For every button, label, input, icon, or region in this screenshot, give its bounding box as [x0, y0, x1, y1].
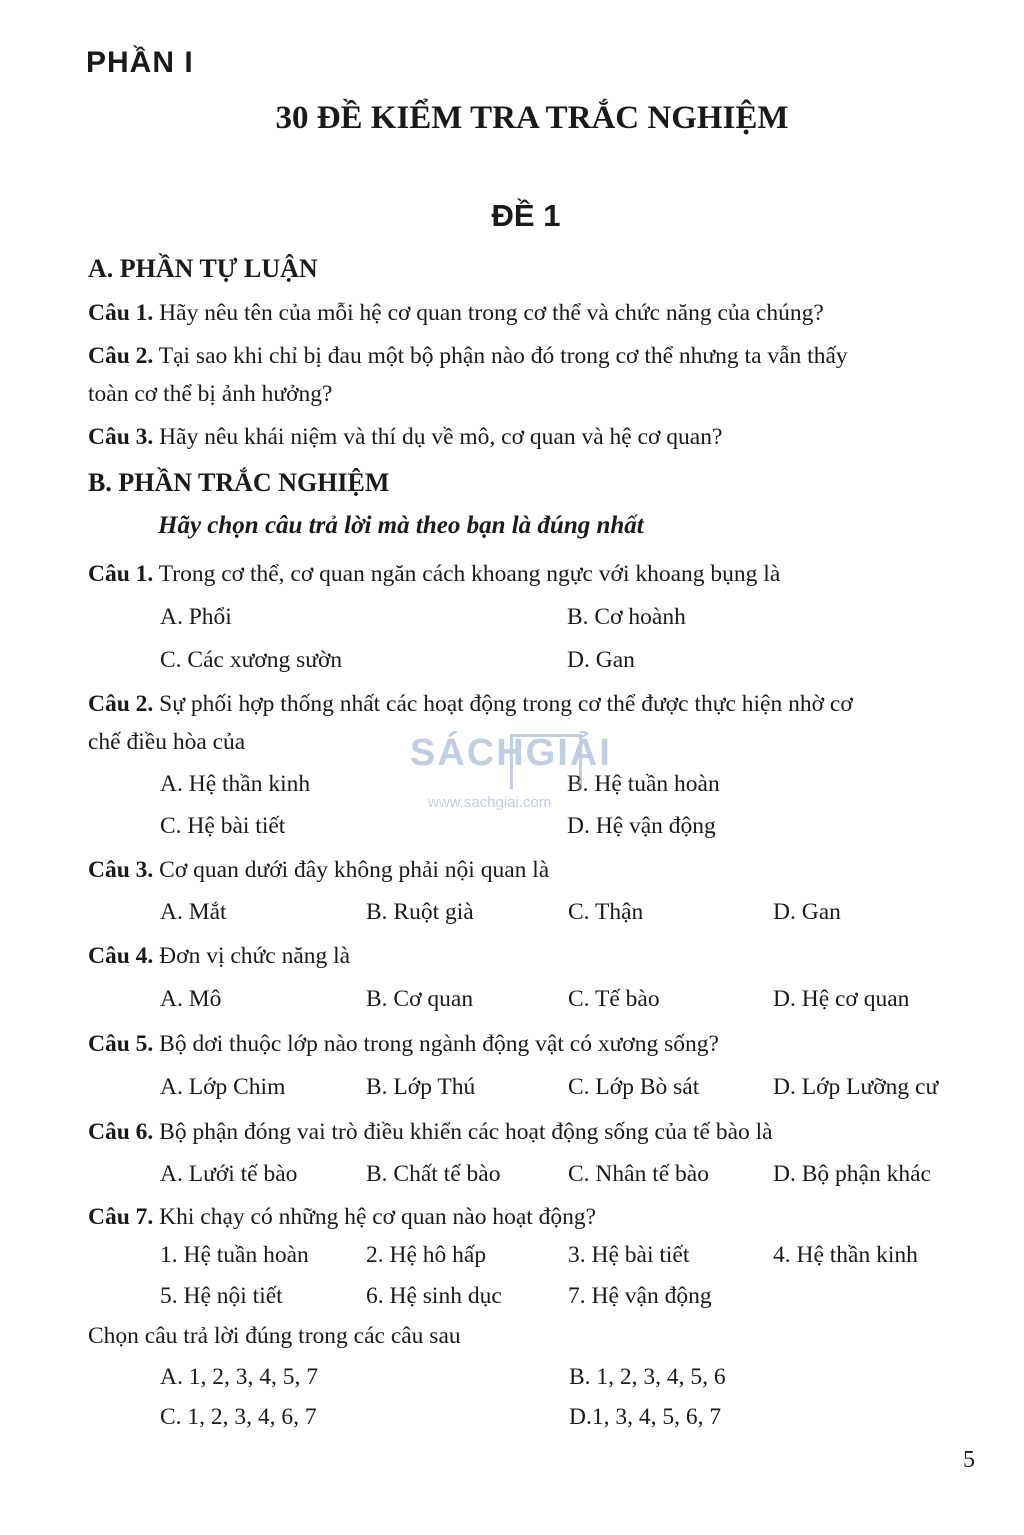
mcq-question-3	[88, 857, 549, 884]
section-a-heading: A. PHẦN TỰ LUẬN	[88, 254, 318, 283]
mcq-question-5	[88, 1031, 719, 1058]
option-a: A. Lớp Chim	[160, 1074, 286, 1100]
option-b: B. Chất tế bào	[366, 1161, 501, 1187]
option-c: C. Lớp Bò sát	[568, 1074, 700, 1100]
option-b: B. Ruột già	[366, 899, 474, 925]
question-text: Đơn vị chức năng là	[153, 943, 351, 969]
question-text: Khi chạy có những hệ cơ quan nào hoạt động?	[153, 1204, 597, 1230]
option-d: D. Gan	[567, 647, 635, 673]
watermark-url: www.sachgiai.com	[428, 794, 552, 811]
essay-question-2-cont: toàn cơ thể bị ảnh hưởng?	[88, 381, 333, 407]
question-text: Cơ quan dưới đây không phải nội quan là	[153, 857, 550, 883]
answer-prompt: Chọn câu trả lời đúng trong các câu sau	[88, 1323, 461, 1349]
question-label: Câu 1.	[88, 561, 154, 587]
mcq-question-6	[88, 1119, 773, 1146]
mcq-question-1	[88, 561, 780, 588]
option-a: A. Lưới tế bào	[160, 1161, 298, 1187]
option-d: D.1, 3, 4, 5, 6, 7	[569, 1404, 722, 1430]
option-b: B. Hệ tuần hoàn	[567, 771, 720, 797]
mcq-question-2	[88, 691, 853, 718]
watermark-brand: SÁCHGIẢI	[410, 732, 612, 774]
option-c: C. 1, 2, 3, 4, 6, 7	[160, 1404, 317, 1430]
option-c: C. Thận	[568, 899, 644, 925]
question-label: Câu 4.	[88, 943, 154, 969]
list-item: 2. Hệ hô hấp	[366, 1242, 487, 1268]
page-number: 5	[963, 1447, 975, 1473]
question-label: Câu 3.	[88, 857, 154, 883]
option-d: D. Bộ phận khác	[773, 1161, 931, 1187]
option-a: A. Hệ thần kinh	[160, 771, 311, 797]
list-item: 4. Hệ thần kinh	[773, 1242, 918, 1268]
question-text: Bộ phận đóng vai trò điều khiển các hoạt động sống của tế bào là	[153, 1119, 773, 1145]
question-label: Câu 7.	[88, 1204, 154, 1230]
question-text: Tại sao khi chỉ bị đau một bộ phận nào đó trong cơ thể nhưng ta vẫn thấy	[153, 343, 848, 369]
option-b: B. Cơ quan	[366, 986, 474, 1012]
question-label: Câu 5.	[88, 1031, 154, 1057]
option-a: A. Mô	[160, 986, 222, 1012]
instruction: Hãy chọn câu trả lời mà theo bạn là đúng nhất	[158, 512, 644, 539]
part-heading: PHẦN I	[86, 46, 194, 79]
option-c: C. Tế bào	[568, 986, 660, 1012]
list-item: 5. Hệ nội tiết	[160, 1283, 283, 1309]
essay-question-2	[88, 343, 848, 370]
option-d: D. Hệ cơ quan	[773, 986, 910, 1012]
option-b: B. Cơ hoành	[567, 604, 686, 630]
page-title: 30 ĐỀ KIỂM TRA TRẮC NGHIỆM	[275, 100, 789, 136]
option-b: B. Lớp Thú	[366, 1074, 476, 1100]
question-text: Sự phối hợp thống nhất các hoạt động trong cơ thể được thực hiện nhờ cơ	[153, 691, 853, 717]
option-d: D. Lớp Lưỡng cư	[773, 1074, 939, 1100]
list-item: 6. Hệ sinh dục	[366, 1283, 502, 1309]
question-label: Câu 3.	[88, 424, 154, 450]
essay-question-1	[88, 300, 824, 327]
mcq-question-4	[88, 943, 350, 970]
option-d: D. Gan	[773, 899, 841, 925]
question-text: Trong cơ thể, cơ quan ngăn cách khoang ngực với khoang bụng là	[153, 561, 781, 587]
option-a: A. Phổi	[160, 604, 232, 630]
option-a: A. Mắt	[160, 899, 227, 925]
option-c: C. Hệ bài tiết	[160, 813, 286, 839]
watermark	[410, 732, 620, 822]
mcq-question-7	[88, 1204, 596, 1231]
option-a: A. 1, 2, 3, 4, 5, 7	[160, 1364, 318, 1390]
option-c: C. Các xương sườn	[160, 647, 343, 673]
question-label: Câu 1.	[88, 300, 154, 326]
mcq-question-2-cont: chế điều hòa của	[88, 729, 246, 755]
option-c: C. Nhân tế bào	[568, 1161, 709, 1187]
question-label: Câu 6.	[88, 1119, 154, 1145]
list-item: 1. Hệ tuần hoàn	[160, 1242, 309, 1268]
question-label: Câu 2.	[88, 691, 154, 717]
question-label: Câu 2.	[88, 343, 154, 369]
question-text: Bộ dơi thuộc lớp nào trong ngành động vật có xương sống?	[153, 1031, 719, 1057]
question-text: Hãy nêu tên của mỗi hệ cơ quan trong cơ thể và chức năng của chúng?	[153, 300, 824, 326]
exam-title: ĐỀ 1	[491, 198, 561, 233]
section-b-heading: B. PHẦN TRẮC NGHIỆM	[88, 468, 390, 497]
list-item: 7. Hệ vận động	[568, 1283, 712, 1309]
option-b: B. 1, 2, 3, 4, 5, 6	[569, 1364, 726, 1390]
option-d: D. Hệ vận động	[567, 813, 716, 839]
list-item: 3. Hệ bài tiết	[568, 1242, 690, 1268]
essay-question-3	[88, 424, 722, 451]
question-text: Hãy nêu khái niệm và thí dụ về mô, cơ quan và hệ cơ quan?	[153, 424, 723, 450]
